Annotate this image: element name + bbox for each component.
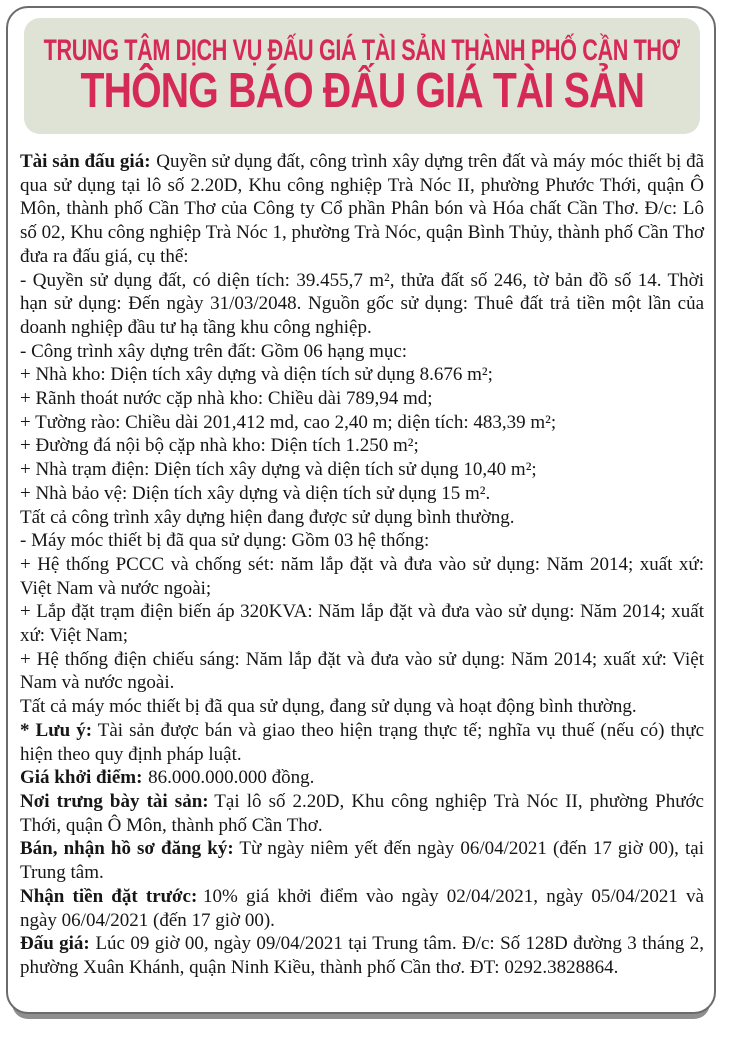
paragraph-text: Từ ngày niêm yết đến ngày 06/04/2021 (đến 17 giờ 00), tại Trung tâm. — [20, 838, 704, 884]
notice-header — [24, 18, 700, 134]
notice-paragraph — [20, 387, 704, 411]
notice-paragraph — [20, 529, 704, 553]
paragraph-text: + Nhà trạm điện: Diện tích xây dựng và diện tích sử dụng 10,40 m²; — [20, 459, 537, 481]
paragraph-text: 86.000.000.000 đồng. — [148, 767, 315, 789]
notice-paragraph — [20, 340, 704, 364]
notice-paragraph — [20, 150, 704, 269]
notice-paragraph — [20, 719, 704, 766]
notice-paragraph — [20, 269, 704, 340]
paragraph-text: - Máy móc thiết bị đã qua sử dụng: Gồm 03 hệ thống: — [20, 530, 430, 552]
notice-paragraph — [20, 648, 704, 695]
notice-paragraph — [20, 600, 704, 647]
auction-notice-card — [6, 6, 716, 1014]
paragraph-text: + Đường đá nội bộ cặp nhà kho: Diện tích 1.250 m²; — [20, 435, 419, 457]
notice-paragraph — [20, 482, 704, 506]
paragraph-text: + Lắp đặt trạm điện biến áp 320KVA: Năm lắp đặt và đưa vào sử dụng: Năm 2014; xuất xứ: Việt Nam; — [20, 601, 704, 647]
paragraph-label: Nơi trưng bày tài sản: — [20, 790, 209, 812]
notice-body — [16, 150, 706, 980]
paragraph-text: + Hệ thống điện chiếu sáng: Năm lắp đặt và đưa vào sử dụng: Năm 2014; xuất xứ: Việt Nam và nước ngoài. — [20, 648, 704, 694]
notice-paragraph — [20, 837, 704, 884]
paragraph-text: Tất cả máy móc thiết bị đã qua sử dụng, đang sử dụng và hoạt động bình thường. — [20, 696, 637, 718]
paragraph-label: Bán, nhận hồ sơ đăng ký: — [20, 838, 234, 860]
notice-paragraph — [20, 695, 704, 719]
notice-paragraph — [20, 434, 704, 458]
paragraph-label: Giá khởi điểm: — [20, 767, 143, 789]
notice-paragraph — [20, 363, 704, 387]
notice-paragraph — [20, 506, 704, 530]
paragraph-label: * Lưu ý: — [20, 719, 93, 741]
paragraph-text: + Nhà bảo vệ: Diện tích xây dựng và diện tích sử dụng 15 m². — [20, 482, 491, 504]
paragraph-text: + Nhà kho: Diện tích xây dựng và diện tích sử dụng 8.676 m²; — [20, 364, 493, 386]
notice-paragraph — [20, 458, 704, 482]
notice-paragraph — [20, 553, 704, 600]
paragraph-label: Nhận tiền đặt trước: — [20, 885, 198, 907]
notice-paragraph — [20, 790, 704, 837]
paragraph-text: Tất cả công trình xây dựng hiện đang được sử dụng bình thường. — [20, 506, 515, 528]
paragraph-label: Tài sản đấu giá: — [20, 151, 151, 172]
notice-paragraph — [20, 885, 704, 932]
paragraph-text: + Tường rào: Chiều dài 201,412 md, cao 2,40 m; diện tích: 483,39 m²; — [20, 411, 557, 433]
paragraph-text: Tại lô số 2.20D, Khu công nghiệp Trà Nóc II, phường Phước Thới, quận Ô Môn, thành phố Cần Thơ. — [20, 790, 704, 836]
notice-paragraph — [20, 766, 704, 790]
paragraph-label: Đấu giá: — [20, 933, 90, 955]
paragraph-text: Lúc 09 giờ 00, ngày 09/04/2021 tại Trung tâm. Đ/c: Số 128D đường 3 tháng 2, phường Xuân Khánh, quận Ninh Kiều, thành phố Cần thơ. ĐT: 0292.3828864. — [20, 933, 704, 978]
organization-name: TRUNG TÂM DỊCH VỤ ĐẤU GIÁ TÀI SẢN THÀNH PHỐ CẦN THƠ — [43, 34, 681, 68]
paragraph-text: Tài sản được bán và giao theo hiện trạng thực tế; nghĩa vụ thuế (nếu có) thực hiện theo quy định pháp luật. — [20, 719, 705, 765]
paragraph-text: - Công trình xây dựng trên đất: Gồm 06 hạng mục: — [20, 340, 408, 362]
paragraph-text: Quyền sử dụng đất, công trình xây dựng trên đất và máy móc thiết bị đã qua sử dụng tại lô số 2.20D, Khu công nghiệp Trà Nóc II, phường Phước Thới, quận Ô Môn, thành phố Cần Thơ của Công ty Cổ phần Phân bón và Hóa chất Cần Thơ. Đ/c: Lô số 02, Khu công nghiệp Trà Nóc 1, phường Trà Nóc, quận Bình Thủy, thành phố Cần Thơ đưa ra đấu giá, cụ thể: — [20, 151, 705, 267]
paragraph-text: 10% giá khởi điểm vào ngày 02/04/2021, ngày 05/04/2021 và ngày 06/04/2021 (đến 17 giờ 00). — [20, 885, 704, 931]
notice-paragraph — [20, 932, 704, 979]
notice-paragraph — [20, 411, 704, 435]
notice-title: THÔNG BÁO ĐẤU GIÁ TÀI SẢN — [80, 63, 644, 118]
paragraph-text: + Hệ thống PCCC và chống sét: năm lắp đặt và đưa vào sử dụng: Năm 2014; xuất xứ: Việt Nam và nước ngoài; — [20, 553, 704, 599]
paragraph-text: + Rãnh thoát nước cặp nhà kho: Chiều dài 789,94 md; — [20, 388, 433, 410]
paragraph-text: - Quyền sử dụng đất, có diện tích: 39.455,7 m², thửa đất số 246, tờ bản đồ số 14. Thời hạn sử dụng: Đến ngày 31/03/2048. Nguồn gốc sử dụng: Thuê đất trả tiền một lần của doanh nghiệp đầu tư hạ tầng khu công nghiệp. — [20, 269, 704, 338]
